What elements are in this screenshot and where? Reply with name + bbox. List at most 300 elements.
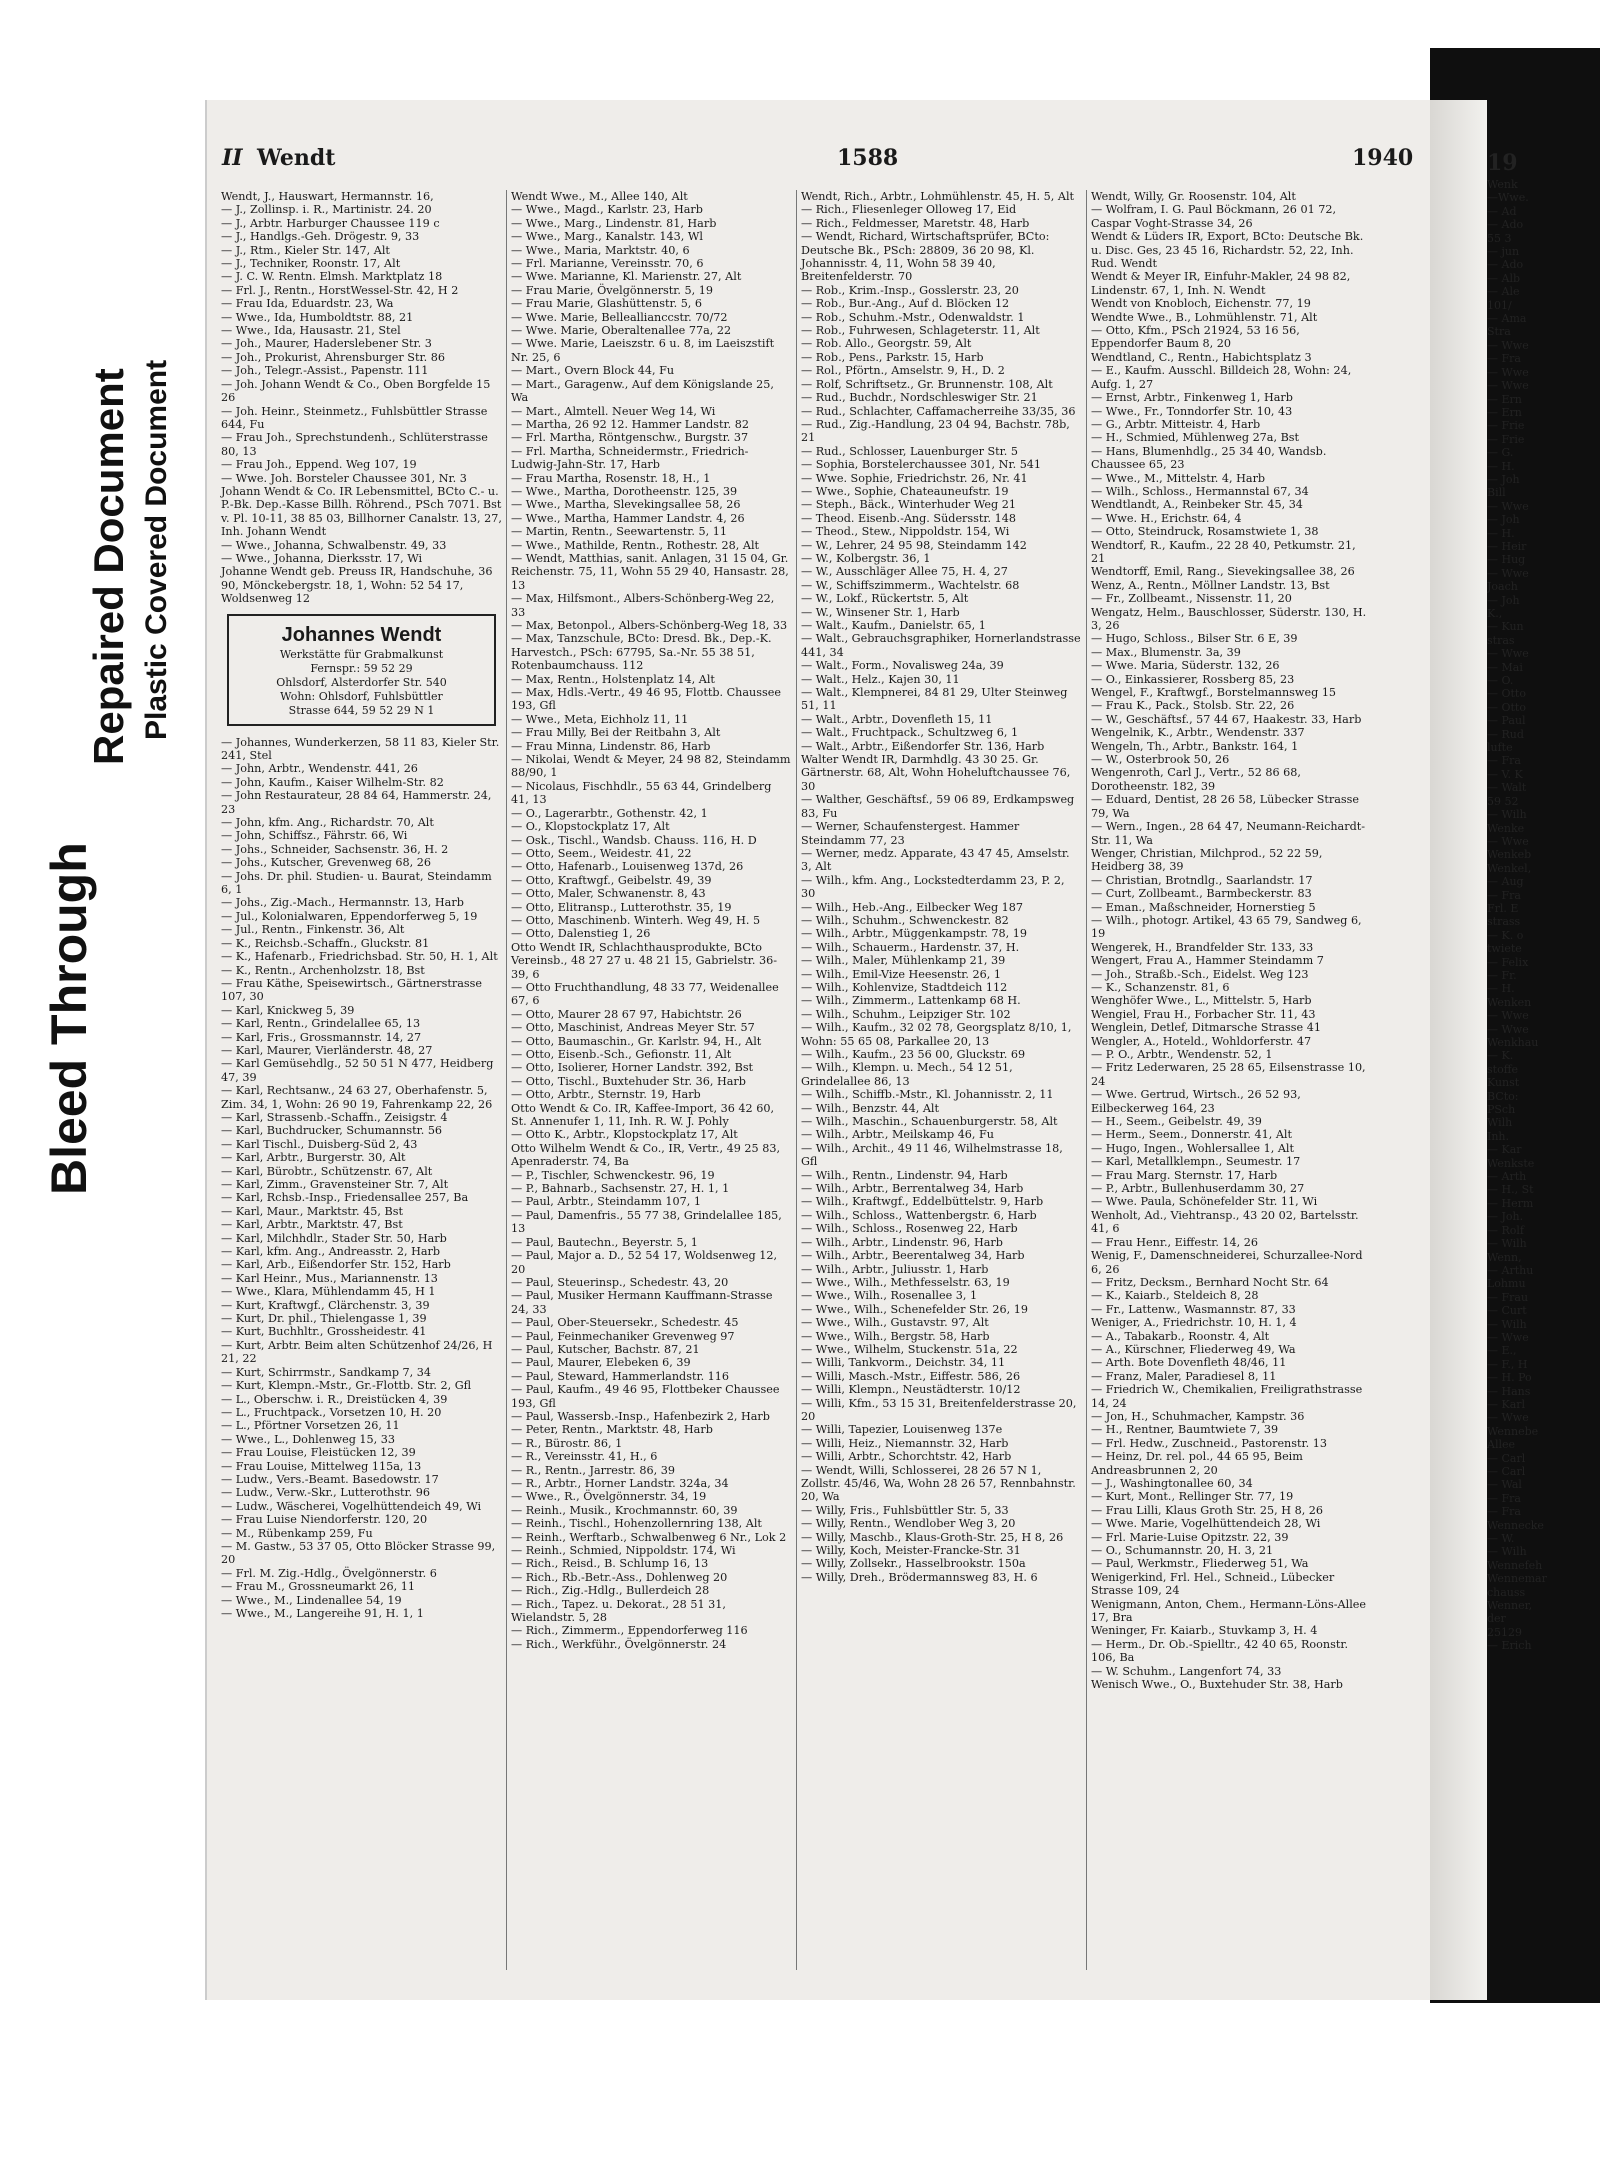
next-page-fragment: — H. — [1487, 526, 1515, 540]
directory-entry: — Willi, Tankvorm., Deichstr. 34, 11 — [801, 1356, 1006, 1370]
directory-entry: — Mart., Garagenw., Auf dem Königslande 25, Wa — [511, 377, 774, 405]
directory-entry: Wengler, A., Hoteld., Wohldorferstr. 47 — [1091, 1034, 1312, 1048]
directory-entry: — Rob., Pens., Parkstr. 15, Harb — [801, 350, 984, 364]
directory-entry: — Wwe., Wilh., Bergstr. 58, Harb — [801, 1329, 990, 1343]
next-page-fragment: Wenken — [1487, 995, 1532, 1009]
directory-entry: — Otto, Seem., Weidestr. 41, 22 — [511, 846, 692, 860]
ad-line5: Strasse 644, 59 52 29 N 1 — [288, 703, 435, 717]
next-page-fragment: — Joh — [1487, 513, 1520, 527]
next-page-fragment: stoffe — [1487, 1062, 1519, 1076]
next-page-fragment: strass — [1487, 915, 1521, 929]
directory-entry: — Karl, Strassenb.-Schaffn., Zeisigstr. 4 — [221, 1110, 448, 1124]
directory-entry: — O., Einkassierer, Rossberg 85, 23 — [1091, 672, 1295, 686]
directory-entry: — L., Fruchtpack., Vorsetzen 10, H. 20 — [221, 1405, 442, 1419]
directory-entry: — Karl, Arbtr., Burgerstr. 30, Alt — [221, 1151, 406, 1165]
next-page-fragment: — Paul — [1487, 714, 1526, 728]
directory-entry: — Wilh., Schuhm., Leipziger Str. 102 — [801, 1007, 1011, 1021]
directory-entry: — H., Rentner, Baumtwiete 7, 39 — [1091, 1423, 1279, 1437]
directory-entry: — Paul, Maurer, Elebeken 6, 39 — [511, 1356, 691, 1370]
next-page-fragment: Bill — [1487, 486, 1506, 500]
directory-entry: Wengerek, H., Brandfelder Str. 133, 33 — [1091, 940, 1314, 954]
next-page-fragment: — Rud — [1487, 727, 1524, 741]
directory-entry: — Wilh., Arbtr., Berrentalweg 34, Harb — [801, 1182, 1024, 1196]
directory-entry: — Frl. Marianne, Vereinsstr. 70, 6 — [511, 257, 704, 271]
directory-entry: — Otto, Kraftwgf., Geibelstr. 49, 39 — [511, 873, 712, 887]
directory-entry: — H., Schmied, Mühlenweg 27a, Bst — [1091, 431, 1300, 445]
directory-entry: — Wwe., Mathilde, Rentn., Rothestr. 28, Alt — [511, 538, 760, 552]
next-page-fragment: — Heir — [1487, 539, 1527, 553]
directory-entry: — Joh., Straßb.-Sch., Eidelst. Weg 123 — [1091, 967, 1309, 981]
directory-entry: — Willi, Klempn., Neustädterstr. 10/12 — [801, 1383, 1021, 1397]
next-page-fragment: 25129 — [1487, 1625, 1522, 1639]
directory-entry: — Frau Joh., Sprechstundenh., Schlüterstrasse 80, 13 — [221, 431, 488, 458]
directory-entry: — Wilh., Arbtr., Meilskamp 46, Fu — [801, 1128, 995, 1142]
directory-entry: — Reinh., Musik., Krochmannstr. 60, 39 — [511, 1503, 738, 1517]
directory-entry: — P., Arbtr., Bullenhuserdamm 30, 27 — [1091, 1182, 1305, 1196]
directory-entry: — W., Ausschläger Allee 75, H. 4, 27 — [801, 565, 1008, 579]
directory-entry: — Rich., Zimmerm., Eppendorferweg 116 — [511, 1624, 748, 1638]
directory-entry: — K., Reichsb.-Schaffn., Gluckstr. 81 — [221, 936, 430, 950]
directory-entry: Wenisch Wwe., O., Buxtehuder Str. 38, Harb — [1091, 1678, 1343, 1692]
directory-entry: — Paul, Wassersb.-Insp., Hafenbezirk 2, Harb — [511, 1409, 770, 1423]
directory-entry: — P., Bahnarb., Sachsenstr. 27, H. 1, 1 — [511, 1182, 730, 1196]
directory-entry: — Wwe. Marie, Laeiszstr. 6 u. 8, im Laeiszstift Nr. 25, 6 — [511, 337, 775, 364]
directory-entry: — Walther, Geschäftsf., 59 06 89, Erdkampsweg 83, Fu — [801, 793, 1075, 820]
directory-entry: — Willy, Zollsekr., Hasselbrookstr. 150a — [801, 1557, 1026, 1571]
next-page-fragment: twiete — [1487, 942, 1522, 956]
next-page-fragment: der — [1487, 1612, 1506, 1626]
directory-entry: — Wwe., Ida, Hausastr. 21, Stel — [221, 324, 401, 338]
directory-entry: — Wilh., Schiffb.-Mstr., Kl. Johannisstr. 2, 11 — [801, 1088, 1054, 1102]
next-page-edge — [1487, 148, 1600, 1838]
directory-entry: — Heinz, Dr. rel. pol., 44 65 95, Beim Andreasbrunnen 2, 20 — [1091, 1450, 1303, 1477]
directory-entry: — Rob., Krim.-Insp., Gosslerstr. 23, 20 — [801, 283, 1019, 297]
page-number: 1588 — [837, 145, 899, 171]
directory-entry: — Jul., Kolonialwaren, Eppendorferweg 5, 19 — [221, 909, 478, 923]
directory-entry: — Walt., Arbtr., Dovenfleth 15, 11 — [801, 712, 993, 726]
directory-entry: — Karl, Arbtr., Marktstr. 47, Bst — [221, 1218, 403, 1232]
directory-entry: — Max, Betonpol., Albers-Schönberg-Weg 18, 33 — [511, 619, 788, 632]
next-page-fragment: — Hug — [1487, 553, 1526, 567]
directory-entry: — Otto, Dalenstieg 1, 26 — [511, 927, 651, 941]
next-page-fragment: — Kun — [1487, 620, 1524, 634]
next-page-fragment: — K. o — [1487, 928, 1524, 942]
directory-entry: — Paul, Steuerinsp., Schedestr. 43, 20 — [511, 1275, 729, 1289]
directory-entry: — Osk., Tischl., Wandsb. Chauss. 116, H. D — [511, 833, 757, 847]
directory-entry: — Wilh., Schuhm., Schwenckestr. 82 — [801, 913, 1009, 927]
directory-entry: — Max., Blumenstr. 3a, 39 — [1091, 645, 1241, 659]
directory-entry: — Reinh., Schmied, Nippoldstr. 174, Wi — [511, 1544, 736, 1558]
directory-entry: — Wwe., Wilh., Methfesselstr. 63, 19 — [801, 1275, 1010, 1289]
next-page-fragment: Wenkste — [1487, 1156, 1535, 1170]
directory-entry: — Frl. Martha, Röntgenschw., Burgstr. 37 — [511, 431, 749, 445]
next-page-fragment: — Joh — [1487, 472, 1520, 486]
directory-entry: — Wwe., Johanna, Dierksstr. 17, Wi — [221, 551, 423, 565]
directory-entry: — Arth. Bote Dovenfleth 48/46, 11 — [1091, 1356, 1287, 1370]
directory-entry: — R., Rentn., Jarrestr. 86, 39 — [511, 1463, 675, 1477]
next-page-fragment: Wennemar — [1487, 1572, 1547, 1586]
directory-entry: Wengel, F., Kraftwgf., Borstelmannsweg 15 — [1091, 686, 1337, 700]
directory-entry: — Nicolaus, Fischhdlr., 55 63 44, Grindelberg 41, 13 — [511, 779, 772, 807]
directory-entry: — Johs., Zig.-Mach., Hermannstr. 13, Harb — [221, 896, 464, 910]
next-page-fragment: — Wal — [1487, 1478, 1522, 1492]
next-page-fragment: — Wwe — [1487, 499, 1529, 513]
next-page-fragment: — Erich — [1487, 1639, 1532, 1653]
directory-entry: — Sophia, Borstelerchaussee 301, Nr. 541 — [801, 458, 1042, 472]
directory-entry: — Wwe. Marianne, Kl. Marienstr. 27, Alt — [511, 270, 742, 284]
directory-entry: Walter Wendt IR, Darmhdlg. 43 30 25. Gr. Gärtnerstr. 68, Alt, Wohn Hoheluftchaussee 76, 30 — [801, 753, 1071, 793]
next-page-fragment: — Ado — [1487, 258, 1524, 272]
next-page-fragment: Wenk — [1487, 178, 1518, 191]
directory-entry: — R., Vereinsstr. 41, H., 6 — [511, 1450, 658, 1464]
next-page-fragment: — H. — [1487, 459, 1515, 473]
ad-line2: Fernspr.: 59 52 29 — [310, 661, 413, 675]
next-page-fragment: — Ado — [1487, 218, 1524, 232]
directory-entry: — Reinh., Werftarb., Schwalbenweg 6 Nr., Lok 2 — [511, 1530, 787, 1544]
directory-entry: Wendt & Lüders IR, Export, BCto: Deutsche Bk. u. Disc. Ges, 23 45 16, Richardstr. 52, 22, Inh. Rud. Wendt — [1091, 230, 1364, 271]
directory-entry: — Otto, Hafenarb., Louisenweg 137d, 26 — [511, 860, 744, 874]
directory-entry: — Johs., Kutscher, Grevenweg 68, 26 — [221, 856, 432, 870]
directory-entry: Wendtlandt, A., Reinbeker Str. 45, 34 — [1091, 498, 1303, 512]
directory-entry: — Max, Rentn., Holstenplatz 14, Alt — [511, 672, 715, 686]
directory-entry: — R., Arbtr., Horner Landstr. 324a, 34 — [511, 1477, 729, 1490]
directory-entry: — Kurt, Klempn.-Mstr., Gr.-Flottb. Str. 2, Gfl — [221, 1379, 472, 1393]
directory-entry: — Joh., Telegr.-Assist., Papenstr. 111 — [221, 364, 429, 378]
directory-entry: — Willy, Koch, Meister-Francke-Str. 31 — [801, 1544, 1021, 1558]
directory-entry: — Joh. Johann Wendt & Co., Oben Borgfelde 15 26 — [221, 377, 491, 405]
directory-entry: Wengert, Frau A., Hammer Steindamm 7 — [1091, 954, 1324, 968]
directory-entry: — Wilh., Kohlenvize, Stadtdeich 112 — [801, 980, 1008, 994]
next-page-fragment: — Wwe — [1487, 834, 1529, 848]
directory-entry: Wendt, Willy, Gr. Roosenstr. 104, Alt — [1091, 190, 1296, 203]
directory-entry: — Wwe., Fr., Tonndorfer Str. 10, 43 — [1091, 404, 1293, 418]
directory-entry: — Ludw., Vers.-Beamt. Basedowstr. 17 — [221, 1472, 439, 1486]
directory-entry: — Christian, Brotndlg., Saarlandstr. 17 — [1091, 873, 1313, 887]
next-page-fragment: — Curt — [1487, 1304, 1527, 1318]
directory-entry: — Otto, Maschinist, Andreas Meyer Str. 57 — [511, 1021, 755, 1035]
next-page-fragment: Wenner, — [1487, 1599, 1533, 1613]
directory-entry: — Martin, Rentn., Seewartenstr. 5, 11 — [511, 525, 727, 539]
next-page-fragment: — Frie — [1487, 419, 1525, 433]
directory-entry: — Eduard, Dentist, 28 26 58, Lübecker Strasse 79, Wa — [1091, 793, 1359, 820]
next-page-fragment: — Felix — [1487, 955, 1529, 969]
directory-entry: — Paul, Major a. D., 52 54 17, Woldsenweg 12, 20 — [511, 1249, 778, 1276]
next-page-fragment: — Kar — [1487, 1143, 1522, 1157]
directory-entry: — Wwe., M., Langereihe 91, H. 1, 1 — [221, 1607, 424, 1620]
directory-entry: — Willy, Dreh., Brödermannsweg 83, H. 6 — [801, 1570, 1038, 1584]
column-2 — [507, 190, 797, 1970]
directory-entry: — Rich., Feldmesser, Maretstr. 48, Harb — [801, 216, 1030, 230]
directory-entry: — Frau Marg. Sternstr. 17, Harb — [1091, 1168, 1278, 1182]
column-3 — [797, 190, 1087, 1970]
next-page-fragment: — Wwe — [1487, 1411, 1529, 1425]
directory-entry: — Rud., Schlosser, Lauenburger Str. 5 — [801, 444, 1019, 458]
directory-entry: — Martha, 26 92 12. Hammer Landstr. 82 — [511, 417, 749, 431]
directory-entry: — Paul, Werkmstr., Fliederweg 51, Wa — [1091, 1557, 1309, 1571]
directory-entry: — Wwe., Klara, Mühlendamm 45, H 1 — [221, 1285, 436, 1299]
directory-entry: — Wwe., R., Övelgönnerstr. 34, 19 — [511, 1490, 707, 1504]
directory-entry: — John, Schiffsz., Fährstr. 66, Wi — [221, 829, 408, 843]
directory-entry: — Wilh., photogr. Artikel, 43 65 79, Sandweg 6, 19 — [1091, 913, 1362, 941]
next-page-fragment: — G. — [1487, 446, 1514, 460]
directory-entry: — A., Tabakarb., Roonstr. 4, Alt — [1091, 1329, 1270, 1343]
next-page-fragment: lufte — [1487, 741, 1513, 755]
directory-entry: — Wilh., Schauerm., Hardenstr. 37, H. — [801, 940, 1020, 954]
directory-entry: Wendt & Meyer IR, Einfuhr-Makler, 24 98 82, Lindenstr. 67, 1, Inh. N. Wendt — [1091, 270, 1351, 297]
directory-entry: — Rich., Fliesenleger Olloweg 17, Eid — [801, 203, 1017, 217]
next-page-fragment: — Joh — [1487, 593, 1520, 607]
directory-entry: — Wwe., Wilh., Schenefelder Str. 26, 19 — [801, 1302, 1029, 1316]
section-numeral: II — [222, 145, 243, 171]
ad-title: Johannes Wendt — [281, 623, 442, 646]
header-name: Wendt — [257, 145, 336, 171]
directory-entry: — Theod. Eisenb.-Ang. Südersstr. 148 — [801, 511, 1016, 525]
directory-entry: Wenigmann, Anton, Chem., Hermann-Löns-Allee 17, Bra — [1091, 1597, 1367, 1625]
directory-entry: — Otto, Maurer 28 67 97, Habichtstr. 26 — [511, 1007, 742, 1021]
directory-entry: — Paul, Kaufm., 49 46 95, Flottbeker Chaussee 193, Gfl — [511, 1383, 780, 1410]
directory-entry: — Walt., Gebrauchsgraphiker, Hornerlandstrasse 441, 34 — [801, 632, 1081, 659]
next-page-fragment: Stra — [1487, 325, 1511, 339]
next-page-fragment: — Wwe — [1487, 566, 1529, 580]
directory-entry: — Frau Joh., Eppend. Weg 107, 19 — [221, 458, 417, 472]
next-page-fragment: — Carl — [1487, 1451, 1526, 1465]
directory-entry: — H., Seem., Geibelstr. 49, 39 — [1091, 1115, 1262, 1129]
next-page-fragment: — Wwe — [1487, 338, 1529, 352]
directory-entry: — John Restaurateur, 28 84 64, Hammerstr. 24, 23 — [221, 789, 492, 816]
directory-entry: — Otto, Tischl., Buxtehuder Str. 36, Harb — [511, 1074, 746, 1088]
directory-entry: — Fritz Lederwaren, 25 28 65, Eilsenstrasse 10, 24 — [1091, 1061, 1366, 1088]
directory-entry: — Karl, Rechtsanw., 24 63 27, Oberhafenstr. 5, Zim. 34, 1, Wohn: 26 90 19, Fahrenkamp 22, 26 — [221, 1084, 493, 1111]
directory-entry: — John, Kaufm., Kaiser Wilhelm-Str. 82 — [221, 775, 444, 789]
directory-entry: — Kurt, Schirrmstr., Sandkamp 7, 34 — [221, 1365, 431, 1379]
directory-entry: — Karl Heinr., Mus., Mariannenstr. 13 — [221, 1271, 438, 1285]
directory-columns — [217, 190, 1427, 1970]
directory-entry: Wendte Wwe., B., Lohmühlenstr. 71, Alt — [1091, 310, 1318, 324]
directory-entry: — Rich., Zig.-Hdlg., Bullerdeich 28 — [511, 1584, 710, 1598]
directory-entry: — Wendt, Matthias, sanit. Anlagen, 31 15 04, Gr. Reichenstr. 75, 11, Wohn 55 29 40, Hansastr. 28, 13 — [511, 551, 789, 592]
directory-entry: — J., Techniker, Roonstr. 17, Alt — [221, 257, 401, 271]
directory-entry: Wengeln, Th., Arbtr., Bankstr. 164, 1 — [1091, 739, 1299, 753]
directory-entry: — Rich., Rb.-Betr.-Ass., Dohlenweg 20 — [511, 1570, 728, 1584]
directory-entry: — Peter, Rentn., Marktstr. 48, Harb — [511, 1423, 713, 1437]
directory-entry: — W., Schiffszimmerm., Wachtelstr. 68 — [801, 578, 1020, 592]
directory-entry: — Steph., Bäck., Winterhuder Weg 21 — [801, 498, 1016, 512]
directory-entry: — Wolfram, I. G. Paul Böckmann, 26 01 72, Caspar Voght-Strasse 34, 26 — [1091, 203, 1337, 230]
next-page-fragment: — Aug — [1487, 875, 1524, 889]
next-page-fragment: — E., — [1487, 1344, 1517, 1358]
next-page-fragment: — Wwe — [1487, 1022, 1529, 1036]
directory-entry: — Reinh., Tischl., Hohenzollernring 138, Alt — [511, 1517, 762, 1531]
next-page-fragment: PSch — [1487, 1103, 1516, 1117]
directory-entry: — W., Kolbergstr. 36, 1 — [801, 551, 931, 565]
directory-entry: — Wwe., Martha, Dorotheenstr. 125, 39 — [511, 484, 738, 498]
directory-entry: — Wwe., Meta, Eichholz 11, 11 — [511, 712, 689, 726]
directory-entry: — Wilh., Schloss., Hermannstal 67, 34 — [1091, 484, 1309, 498]
directory-entry: — W., Geschäftsf., 57 44 67, Haakestr. 33, Harb — [1091, 712, 1362, 726]
directory-entry: — J., Arbtr. Harburger Chaussee 119 c — [221, 216, 440, 230]
directory-entry: — M., Rübenkamp 259, Fu — [221, 1526, 373, 1540]
directory-entry: — Wilh., Arbtr., Müggenkampstr. 78, 19 — [801, 927, 1028, 941]
advertisement-box — [227, 614, 496, 726]
directory-entry: Otto Wendt & Co. IR, Kaffee-Import, 36 42 60, St. Annenufer 1, 11, Inh. R. W. J. Pohly — [511, 1101, 775, 1129]
directory-entry: — Paul, Feinmechaniker Grevenweg 97 — [511, 1329, 735, 1343]
directory-entry: Wenz, A., Rentn., Möllner Landstr. 13, Bst — [1091, 578, 1330, 592]
directory-entry: — Kurt, Dr. phil., Thielengasse 1, 39 — [221, 1312, 427, 1326]
directory-entry: — Wwe., Magd., Karlstr. 23, Harb — [511, 203, 703, 217]
directory-entry: — Frau Marie, Övelgönnerstr. 5, 19 — [511, 283, 713, 297]
directory-entry: — Otto K., Arbtr., Klopstockplatz 17, Alt — [511, 1128, 738, 1142]
directory-entry: — Fritz, Decksm., Bernhard Nocht Str. 64 — [1091, 1275, 1329, 1289]
column-1 — [217, 190, 507, 1970]
directory-entry: — Mart., Overn Block 44, Fu — [511, 364, 675, 378]
directory-entry: — John, kfm. Ang., Richardstr. 70, Alt — [221, 816, 434, 830]
directory-entry: Wengenroth, Carl J., Vertr., 52 86 68, Dorotheenstr. 182, 39 — [1091, 766, 1301, 793]
directory-entry: — Wern., Ingen., 28 64 47, Neumann-Reichardt-Str. 11, Wa — [1091, 820, 1366, 847]
next-page-fragment: — K. — [1487, 1049, 1514, 1063]
next-page-fragment: —Wwe. — [1487, 191, 1529, 205]
directory-entry: — W., Lehrer, 24 95 98, Steindamm 142 — [801, 538, 1027, 552]
directory-entry: — Wilh., Kaufm., 32 02 78, Georgsplatz 8/10, 1, Wohn: 55 65 08, Parkallee 20, 13 — [801, 1021, 1072, 1048]
directory-entry: — Friedrich W., Chemikalien, Freiligrathstrasse 14, 24 — [1091, 1383, 1363, 1410]
directory-entry: Wenghöfer Wwe., L., Mittelstr. 5, Harb — [1091, 994, 1312, 1008]
directory-entry: — Frau Luise Niendorferstr. 120, 20 — [221, 1513, 428, 1527]
directory-entry: — Frau Martha, Rosenstr. 18, H., 1 — [511, 471, 711, 485]
directory-entry: — Rud., Zig.-Handlung, 23 04 94, Bachstr. 78b, 21 — [801, 417, 1070, 445]
directory-entry: — Otto, Maschinenb. Winterh. Weg 49, H. 5 — [511, 913, 761, 927]
next-page-fragment: Wenn, — [1487, 1250, 1522, 1264]
directory-entry: — Nikolai, Wendt & Meyer, 24 98 82, Steindamm 88/90, 1 — [511, 753, 791, 780]
page-spine — [1430, 100, 1487, 2000]
next-page-fragment: — jun — [1487, 245, 1520, 259]
directory-entry: — Karl, kfm. Ang., Andreasstr. 2, Harb — [221, 1245, 441, 1259]
directory-entry: — Wwe., Sophie, Chateauneufstr. 19 — [801, 484, 1009, 498]
directory-entry: — J. C. W. Rentn. Elmsh. Marktplatz 18 — [221, 270, 443, 284]
next-page-fragment: — Alb — [1487, 271, 1520, 285]
directory-entry: — Mart., Almtell. Neuer Weg 14, Wi — [511, 404, 716, 418]
directory-entry: — Rud., Schlachter, Caffamacherreihe 33/35, 36 — [801, 404, 1076, 418]
directory-entry: Wendtorff, Emil, Rang., Sievekingsallee 38, 26 — [1091, 565, 1355, 579]
directory-entry: Otto Wilhelm Wendt & Co., IR, Vertr., 49 25 83, Apenraderstr. 74, Ba — [511, 1141, 781, 1169]
next-page-fragment: — Ale — [1487, 285, 1520, 299]
directory-entry: — Herm., Dr. Ob.-Spielltr., 42 40 65, Roonstr. 106, Ba — [1091, 1637, 1349, 1665]
directory-entry: — Joh. Heinr., Steinmetz., Fuhlsbüttler Strasse 644, Fu — [221, 404, 488, 431]
directory-entry: — Wwe., Marg., Kanalstr. 143, Wl — [511, 230, 703, 244]
plastic-covered-label: Plastic Covered Document — [140, 359, 173, 740]
directory-entry: — Frau Milly, Bei der Reitbahn 3, Alt — [511, 726, 721, 740]
directory-entry: — L., Oberschw. i. R., Dreistücken 4, 39 — [221, 1392, 448, 1406]
directory-entry: — G., Arbtr. Mitteistr. 4, Harb — [1091, 417, 1261, 431]
directory-entry: — Wilh., Schloss., Wattenbergstr. 6, Harb — [801, 1208, 1037, 1222]
directory-entry: — Walt., Helz., Kajen 30, 11 — [801, 672, 960, 686]
directory-entry: — O., Klopstockplatz 17, Alt — [511, 820, 670, 834]
directory-entry: — Wwe. Sophie, Friedrichstr. 26, Nr. 41 — [801, 471, 1028, 485]
directory-entry: — L., Pförtner Vorsetzen 26, 11 — [221, 1419, 400, 1433]
next-page-fragment: — Rolf — [1487, 1223, 1524, 1237]
bleed-through-label: Bleed Through — [41, 842, 97, 1195]
next-page-fragment: — Wilh — [1487, 1317, 1527, 1331]
directory-entry: — Jul., Rentn., Finkenstr. 36, Alt — [221, 923, 405, 937]
next-page-fragment: — Ern — [1487, 405, 1522, 419]
next-page-fragment: — Frau — [1487, 1290, 1529, 1304]
directory-entry: — Wilh., Benzstr. 44, Alt — [801, 1101, 939, 1115]
directory-entry: — Joh., Prokurist, Ahrensburger Str. 86 — [221, 350, 445, 364]
directory-entry: — Frl. Martha, Schneidermstr., Friedrich-Ludwig-Jahn-Str. 17, Harb — [511, 444, 749, 472]
next-page-fragment: — Fra — [1487, 888, 1521, 902]
directory-entry: — Kurt, Arbtr. Beim alten Schützenhof 24/26, H 21, 22 — [221, 1338, 493, 1366]
directory-entry: — Karl, Fris., Grossmannstr. 14, 27 — [221, 1030, 422, 1044]
directory-entry: — Willy, Maschb., Klaus-Groth-Str. 25, H 8, 26 — [801, 1530, 1064, 1544]
directory-entry: Otto Wendt IR, Schlachthausprodukte, BCto Vereinsb., 48 27 27 u. 48 21 15, Gabrielstr. 36-39, 6 — [511, 940, 777, 981]
directory-entry: — Wwe., M., Lindenallee 54, 19 — [221, 1593, 402, 1607]
directory-entry: — Wilh., Arbtr., Juliusstr. 1, Harb — [801, 1262, 989, 1276]
directory-entry: — Ernst, Arbtr., Finkenweg 1, Harb — [1091, 391, 1293, 405]
next-page-fragment: — V. K — [1487, 767, 1523, 781]
directory-entry: — Wwe. Marie, Vogelhüttendeich 28, Wi — [1091, 1517, 1321, 1531]
next-page-fragment: 59 52 — [1487, 794, 1519, 808]
next-page-fragment: — Otto — [1487, 700, 1526, 714]
directory-entry: — Paul, Bautechn., Beyerstr. 5, 1 — [511, 1235, 698, 1249]
next-page-fragment: Wennefeh — [1487, 1558, 1543, 1572]
directory-entry: — Paul, Kutscher, Bachstr. 87, 21 — [511, 1342, 700, 1356]
next-page-fragment: — Carl — [1487, 1465, 1526, 1478]
directory-entry: — W., Lokf., Rückertstr. 5, Alt — [801, 592, 969, 606]
directory-entry: Weninger, Fr. Kaiarb., Stuvkamp 3, H. 4 — [1091, 1624, 1318, 1638]
next-page-fragment: Joach — [1487, 580, 1518, 594]
next-page-fragment: — Wwe — [1487, 365, 1529, 379]
directory-entry: — Wwe., Marg., Lindenstr. 81, Harb — [511, 216, 717, 230]
directory-entry: — E., Kaufm. Ausschl. Billdeich 28, Wohn: 24, Aufg. 1, 27 — [1091, 364, 1352, 391]
next-page-fragment: — Ad — [1487, 204, 1517, 218]
next-page-fragment: — H., St — [1487, 1183, 1534, 1197]
next-page-fragment: Wenkeb — [1487, 848, 1532, 862]
directory-entry: — Kurt, Kraftwgf., Clärchenstr. 3, 39 — [221, 1298, 430, 1312]
directory-entry: — Eman., Maßschneider, Hornerstieg 5 — [1091, 900, 1316, 914]
directory-entry: — Otto, Arbtr., Sternstr. 19, Harb — [511, 1088, 701, 1102]
directory-entry: — Otto, Eisenb.-Sch., Gefionstr. 11, Alt — [511, 1048, 732, 1061]
directory-entry: Wendt von Knobloch, Eichenstr. 77, 19 — [1091, 297, 1311, 311]
directory-entry: — W., Osterbrook 50, 26 — [1091, 753, 1230, 767]
directory-entry: — Walt., Klempnerei, 84 81 29, Ulter Steinweg 51, 11 — [801, 686, 1068, 713]
directory-entry: — Wilh., Emil-Vize Heesenstr. 26, 1 — [801, 967, 1002, 981]
scanned-page — [205, 100, 1432, 2000]
directory-entry: — K., Kaiarb., Steldeich 8, 28 — [1091, 1289, 1259, 1303]
ad-line1: Werkstätte für Grabmalkunst — [279, 647, 444, 661]
directory-entry: — Wilh., kfm. Ang., Lockstedterdamm 23, P. 2, 30 — [801, 873, 1065, 901]
directory-entry: — Wwe. Gertrud, Wirtsch., 26 52 93, Eilbeckerweg 164, 23 — [1091, 1088, 1301, 1115]
directory-entry: — Theod., Stew., Nippoldstr. 154, Wi — [801, 525, 1010, 539]
directory-entry: — Willi, Tapezier, Louisenweg 137e — [801, 1423, 1003, 1437]
next-page-fragment: — Fr. — [1487, 968, 1517, 982]
next-page-fragment: — Frie — [1487, 432, 1525, 446]
next-page-fragment: — O. — [1487, 674, 1514, 688]
directory-entry: — Walt., Arbtr., Eißendorfer Str. 136, Harb — [801, 739, 1045, 753]
next-page-fragment: Wenkel, — [1487, 861, 1532, 875]
directory-entry: — K., Rentn., Archenholzstr. 18, Bst — [221, 963, 425, 977]
directory-entry: Wendt Wwe., M., Allee 140, Alt — [511, 190, 688, 203]
next-page-fragment: Inh. — [1487, 1129, 1510, 1143]
directory-entry: — Rob., Schuhm.-Mstr., Odenwaldstr. 1 — [801, 310, 1025, 324]
next-page-fragment: — Karl — [1487, 1397, 1526, 1411]
directory-entry: — Willi, Heiz., Niemannstr. 32, Harb — [801, 1436, 1009, 1450]
directory-entry: — Fr., Zollbeamt., Nissenstr. 11, 20 — [1091, 592, 1292, 606]
next-page-fragment: Wennebe — [1487, 1424, 1539, 1438]
next-page-fragment: — Wilh — [1487, 808, 1527, 822]
directory-entry: — Wilh., Klempn. u. Mech., 54 12 51, Grindelallee 86, 13 — [801, 1061, 1013, 1088]
directory-entry: — J., Rtm., Kieler Str. 147, Alt — [221, 243, 390, 257]
directory-entry: — Johs. Dr. phil. Studien- u. Baurat, Steindamm 6, 1 — [221, 869, 492, 897]
directory-entry: — Karl, Rentn., Grindelallee 65, 13 — [221, 1017, 421, 1031]
directory-entry: — Frau K., Pack., Stolsb. Str. 22, 26 — [1091, 699, 1295, 713]
